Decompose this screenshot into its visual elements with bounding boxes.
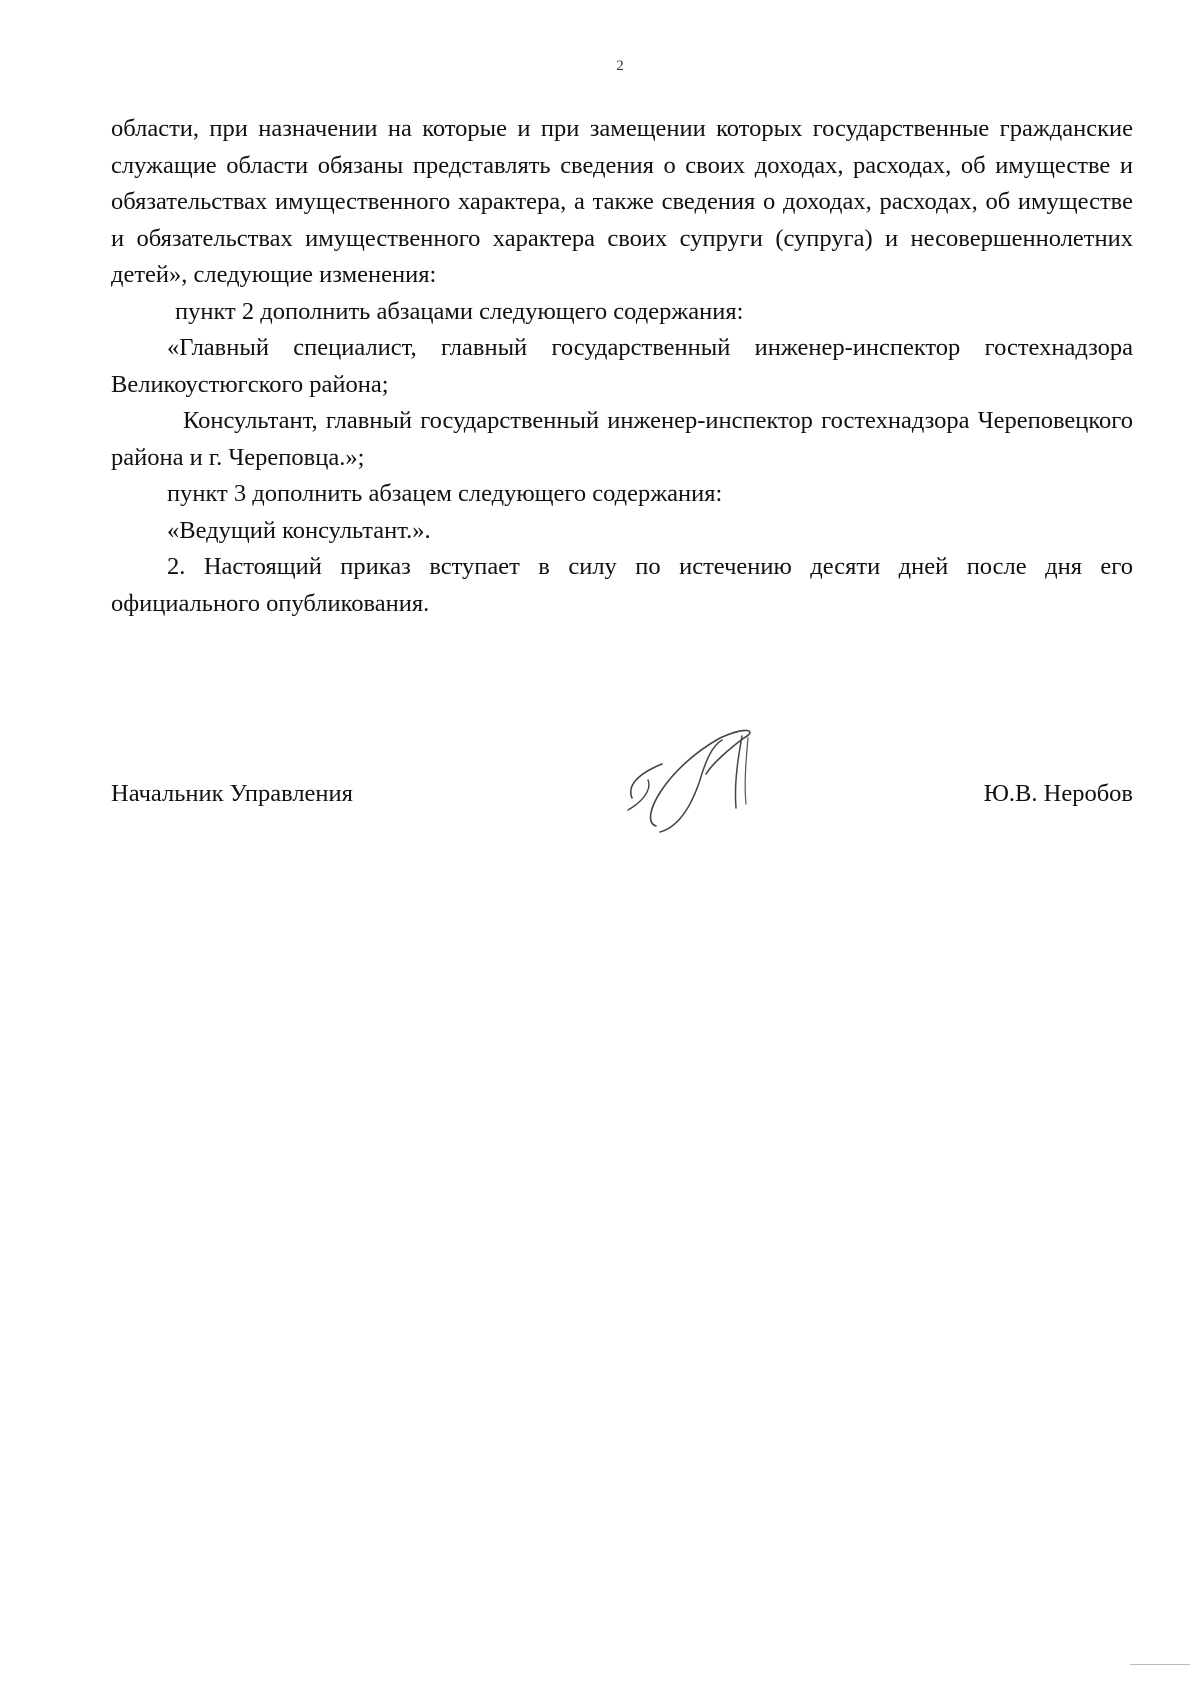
document-body [111, 111, 1133, 622]
paragraph-item-3-intro: пункт 3 дополнить абзацем следующего содержания: [167, 480, 723, 507]
paragraph-continuation: области, при назначении на которые и при замещении которых государственные гражданские служащие области обязаны представлять сведения о своих доходах, расходах, об имуществе и обязательствах имущественного характера, а также сведения о доходах, расходах, об имуществе и обязательствах имущественного характера своих супруги (супруга) и несовершеннолетних детей», следующие изменения: [111, 115, 1133, 288]
page-number: 2 [616, 58, 624, 74]
scan-edge-mark [1130, 1664, 1190, 1665]
paragraph-position-chief-specialist: «Главный специалист, главный государственный инженер-инспектор гостехнадзора Великоустюгского района; [111, 334, 1133, 398]
paragraph-item-2-intro: пункт 2 дополнить абзацами следующего содержания: [175, 297, 744, 325]
paragraph-effective-date: 2. Настоящий приказ вступает в силу по истечению десяти дней после дня его официального опубликования. [111, 553, 1133, 617]
paragraph-position-lead-consultant: «Ведущий консультант.». [167, 516, 431, 544]
paragraph-position-consultant: Консультант, главный государственный инженер-инспектор гостехнадзора Череповецкого района и г. Череповца.»; [111, 407, 1133, 471]
signatory-name: Ю.В. Неробов [983, 780, 1133, 807]
signatory-title: Начальник Управления [111, 780, 353, 807]
handwritten-signature [622, 724, 772, 844]
